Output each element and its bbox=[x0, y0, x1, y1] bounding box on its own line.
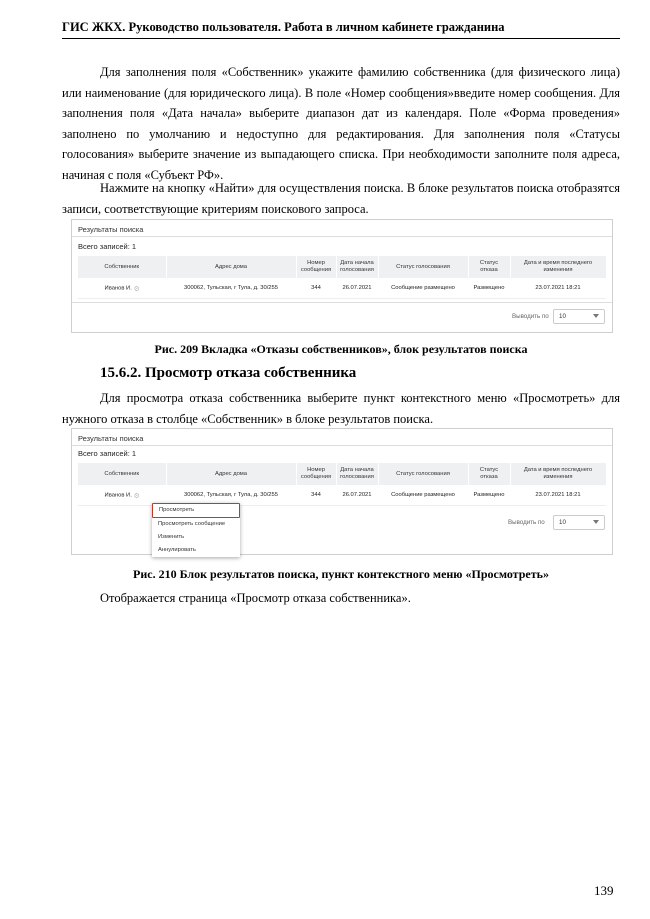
figure-caption-209: Рис. 209 Вкладка «Отказы собственников», блок результатов поиска bbox=[154, 342, 528, 356]
document-header: ГИС ЖКХ. Руководство пользователя. Работа в личном кабинете гражданина bbox=[62, 20, 620, 39]
chevron-down-icon bbox=[593, 520, 599, 524]
voting-status-cell: Сообщение размещено bbox=[378, 485, 468, 506]
modified-cell: 23.07.2021 18:21 bbox=[510, 485, 606, 506]
column-header[interactable]: Адрес дома bbox=[166, 463, 296, 485]
results-table bbox=[78, 256, 607, 299]
paragraph-find-button: Нажмите на кнопку «Найти» для осуществления поиска. В блоке результатов поиска отобразятся записи, соответствующие критериям поискового запроса. bbox=[62, 181, 620, 216]
page-number: 139 bbox=[594, 883, 614, 898]
start-date-cell: 26.07.2021 bbox=[336, 278, 378, 299]
paragraph-fill-fields: Для заполнения поля «Собственник» укажите фамилию собственника (для физического лица) или наименование (для юридического лица). В поле «Номер сообщения»введите номер сообщения. Для заполнения поля «Дата начала» выберите диапазон дат из календаря. Поле «Форма проведения» заполнено по умолчанию и недоступно для редактирования. Для заполнения поля «Статусы голосования» выберите значение из выпадающего списка. При необходимости заполните поля адреса, начиная с поля «Субъект РФ». bbox=[62, 65, 620, 182]
menu-item-cancel[interactable]: Аннулировать bbox=[158, 547, 196, 553]
page-size-select[interactable] bbox=[553, 309, 605, 324]
column-header[interactable]: Адрес дома bbox=[166, 256, 296, 278]
column-header[interactable]: Дата и время последнего изменения bbox=[510, 463, 606, 485]
section-heading: 15.6.2. Просмотр отказа собственника bbox=[100, 365, 357, 381]
paragraph-view-refusal: Для просмотра отказа собственника выберите пункт контекстного меню «Просмотреть» для нужного отказа в столбце «Собственник» в блоке результатов поиска. bbox=[62, 391, 620, 426]
refusal-status-cell: Размещено bbox=[468, 485, 510, 506]
owner-name: Иванов И. bbox=[104, 492, 132, 499]
column-header[interactable]: Дата и время последнего изменения bbox=[510, 256, 606, 278]
context-menu-icon[interactable]: ⚙ bbox=[133, 285, 140, 293]
message-number-cell: 344 bbox=[296, 278, 336, 299]
pager-label: Выводить по bbox=[508, 519, 545, 526]
address-cell: 300062, Тульская, г Тула, д. 30/255 bbox=[166, 278, 296, 299]
total-records: Всего записей: 1 bbox=[78, 449, 137, 458]
page-size-value: 10 bbox=[559, 519, 566, 526]
chevron-down-icon bbox=[593, 314, 599, 318]
column-header[interactable]: Статус голосования bbox=[378, 256, 468, 278]
start-date-cell: 26.07.2021 bbox=[336, 485, 378, 506]
column-header[interactable]: Номер сообщения bbox=[296, 256, 336, 278]
divider bbox=[72, 236, 612, 237]
column-header[interactable]: Собственник bbox=[78, 256, 166, 278]
column-header[interactable]: Собственник bbox=[78, 463, 166, 485]
column-header[interactable]: Статус отказа bbox=[468, 256, 510, 278]
menu-item-view[interactable]: Просмотреть bbox=[152, 503, 240, 518]
page-size-select[interactable] bbox=[553, 515, 605, 530]
modified-cell: 23.07.2021 18:21 bbox=[510, 278, 606, 299]
figure-caption-210: Рис. 210 Блок результатов поиска, пункт контекстного меню «Просмотреть» bbox=[133, 567, 549, 581]
context-menu bbox=[152, 503, 240, 557]
menu-item-edit[interactable]: Изменить bbox=[158, 534, 185, 540]
divider bbox=[72, 445, 612, 446]
paragraph-result-page: Отображается страница «Просмотр отказа собственника». bbox=[100, 591, 411, 605]
column-header[interactable]: Дата начала голосования bbox=[336, 256, 378, 278]
column-header[interactable]: Номер сообщения bbox=[296, 463, 336, 485]
pager-label: Выводить по bbox=[512, 313, 549, 320]
address-cell: 300062, Тульская, г Тула, д. 30/255 bbox=[166, 485, 296, 506]
message-number-cell: 344 bbox=[296, 485, 336, 506]
results-table bbox=[78, 463, 607, 506]
context-menu-icon[interactable]: ⚙ bbox=[133, 492, 140, 500]
total-records: Всего записей: 1 bbox=[78, 242, 137, 251]
table-row[interactable] bbox=[78, 278, 606, 299]
column-header[interactable]: Дата начала голосования bbox=[336, 463, 378, 485]
column-header[interactable]: Статус отказа bbox=[468, 463, 510, 485]
results-title: Результаты поиска bbox=[78, 434, 144, 443]
search-results-panel-2 bbox=[71, 428, 613, 555]
results-title: Результаты поиска bbox=[78, 225, 144, 234]
search-results-panel-1 bbox=[71, 219, 613, 333]
refusal-status-cell: Размещено bbox=[468, 278, 510, 299]
owner-name: Иванов И. bbox=[104, 285, 132, 292]
menu-item-view-message[interactable]: Просмотреть сообщение bbox=[158, 521, 226, 527]
page-size-value: 10 bbox=[559, 313, 566, 320]
owner-cell[interactable] bbox=[78, 278, 166, 299]
voting-status-cell: Сообщение размещено bbox=[378, 278, 468, 299]
column-header[interactable]: Статус голосования bbox=[378, 463, 468, 485]
divider bbox=[72, 302, 612, 303]
